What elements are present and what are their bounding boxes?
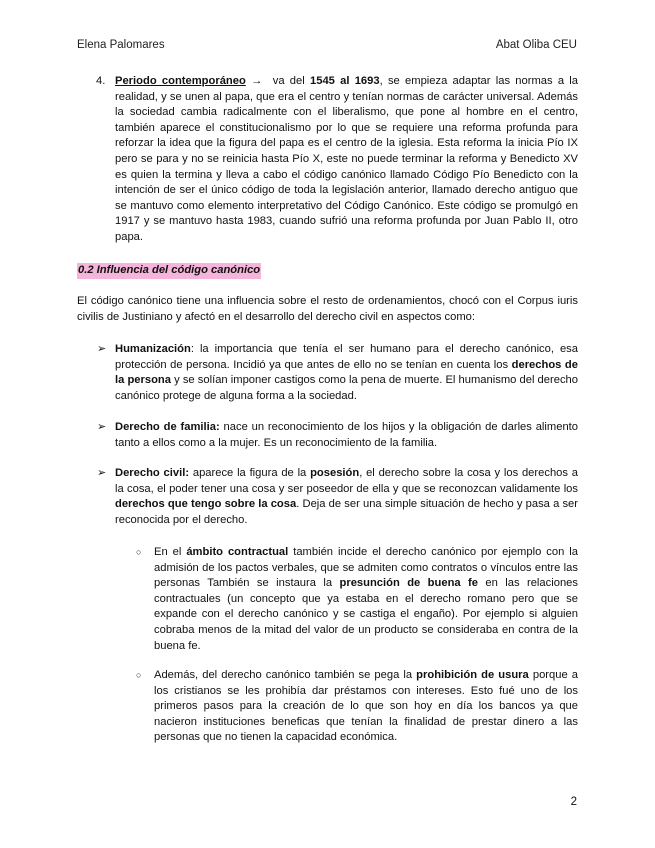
subbullet-bold: prohibición de usura [416, 669, 529, 681]
item-number: 4. [96, 75, 106, 87]
subbullet-usura [136, 668, 578, 746]
bullet-bold: derechos que tengo sobre la cosa [115, 498, 297, 511]
subbullet-bold: ámbito contractual [186, 546, 289, 558]
subbullet-text: porque a los cristianos se les prohibía dar préstamos con intereses. Esto fué uno de los primeros pasos para la creación de lo que son hoy en día los bancos ya que nacieron instituciones beneficas que tenían la finalidad de prestar dinero a las personas que no tienen la capacidad económica. [154, 669, 578, 744]
subbullet-bold: presunción de buena fe [339, 577, 478, 590]
bullet-derecho-familia [97, 420, 578, 451]
subbullet-text: Además, del derecho canónico también se pega la [154, 669, 417, 681]
arrow-bullet-icon: ➢ [97, 467, 107, 479]
section-heading: 0.2 Influencia del código canónico [77, 263, 261, 279]
subbullet-text: también incide el derecho canónico por ejemplo con la admisión de los pactos verbales, que se admiten como contratos o vínculos entre las personas También se instaura la [154, 546, 578, 590]
item-4-pre: va del [272, 75, 310, 87]
header-author: Elena Palomares [77, 39, 165, 51]
item-4-title: Periodo contemporáneo [115, 75, 246, 87]
bullet-text: , el derecho sobre la cosa y los derechos a la cosa, el poder tener una cosa y ser poseedor de ella y que se reconozcan validamente los [115, 467, 578, 495]
bullet-text: . Deja de ser una simple situación de hecho y pasa a ser reconocida por el derecho. [115, 498, 579, 526]
bullet-text: nace un reconocimiento de los hijos y la obligación de darles alimento tanto a ellos como a la mujer. Es un reconocimiento de la familia. [115, 421, 578, 449]
bullet-text: : la importancia que tenía el ser humano para el derecho canónico, esa protección de persona. Incidió ya que antes de ello no se tenían en cuenta los [115, 343, 578, 371]
numbered-item-4 [96, 74, 578, 246]
intro-paragraph: El código canónico tiene una influencia sobre el resto de ordenamientos, chocó con el Corpus iuris civilis de Justiniano y afectó en el desarrollo del derecho civil en aspectos como: [77, 295, 578, 323]
subbullet-text: en las relaciones contractuales (un concepto que ya estaba en el derecho romano pero que se expande con el derecho canónico y se castiga el engaño). Por ejemplo si alguien cobraba menos de la mitad del valor de un producto se consideraba en contra de la buena fe. [154, 577, 578, 652]
page-number: 2 [570, 796, 577, 808]
bullet-text: aparece la figura de la [189, 467, 311, 479]
subbullet-text: En el [154, 546, 187, 558]
bullet-title: Humanización [115, 343, 191, 355]
item-4-text: , se empieza adaptar las normas a la realidad, y se unen al papa, que era el centro y tenían normas de carácter universal. Además la sociedad cambia radicalmente con el liberalismo, que pone al hombre en el centro, también aparece el constitucionalismo por lo que se requiere una reforma profunda para reforzar la idea que la figura del papa es el centro de la iglesia. Esta reforma la inicia Pío IX pero se para y no se reinicia hasta Pío X, este no puede terminar la reforma y Benedicto XV es quien la termina y lleva a cabo el código canónico llamado Código Pío Benedicto con la intención de ser el único código de toda la legislación anterior, llamado derecho antiguo que se mantuvo como elemento interpretativo del Código Canónico. Este código se promulgó en 1917 y se mantuvo hasta 1983, cuando sufrió una reforma profunda por Juan Pablo II, otro papa. [115, 75, 579, 243]
subbullet-ambito-contractual [136, 545, 578, 654]
arrow-bullet-icon: ➢ [97, 343, 107, 355]
circle-bullet-icon: ○ [136, 670, 142, 680]
arrow-bullet-icon: ➢ [97, 421, 107, 433]
bullet-humanizacion [97, 342, 578, 404]
bullet-bold: posesión [310, 467, 360, 479]
header-institution: Abat Oliba CEU [495, 39, 577, 51]
bullet-text: y se solían imponer castigos como la pena de muerte. El humanismo del derecho canónico protege de alguna forma a la sociedad. [115, 374, 578, 402]
item-4-years: 1545 al 1693 [310, 75, 380, 87]
circle-bullet-icon: ○ [136, 547, 142, 557]
item-4-body [115, 74, 578, 246]
bullet-title: Derecho civil: [115, 467, 190, 479]
bullet-derecho-civil [97, 466, 578, 528]
arrow-icon: → [251, 75, 263, 87]
bullet-title: Derecho de familia: [115, 421, 220, 433]
bullet-bold: derechos de la persona [115, 358, 578, 387]
